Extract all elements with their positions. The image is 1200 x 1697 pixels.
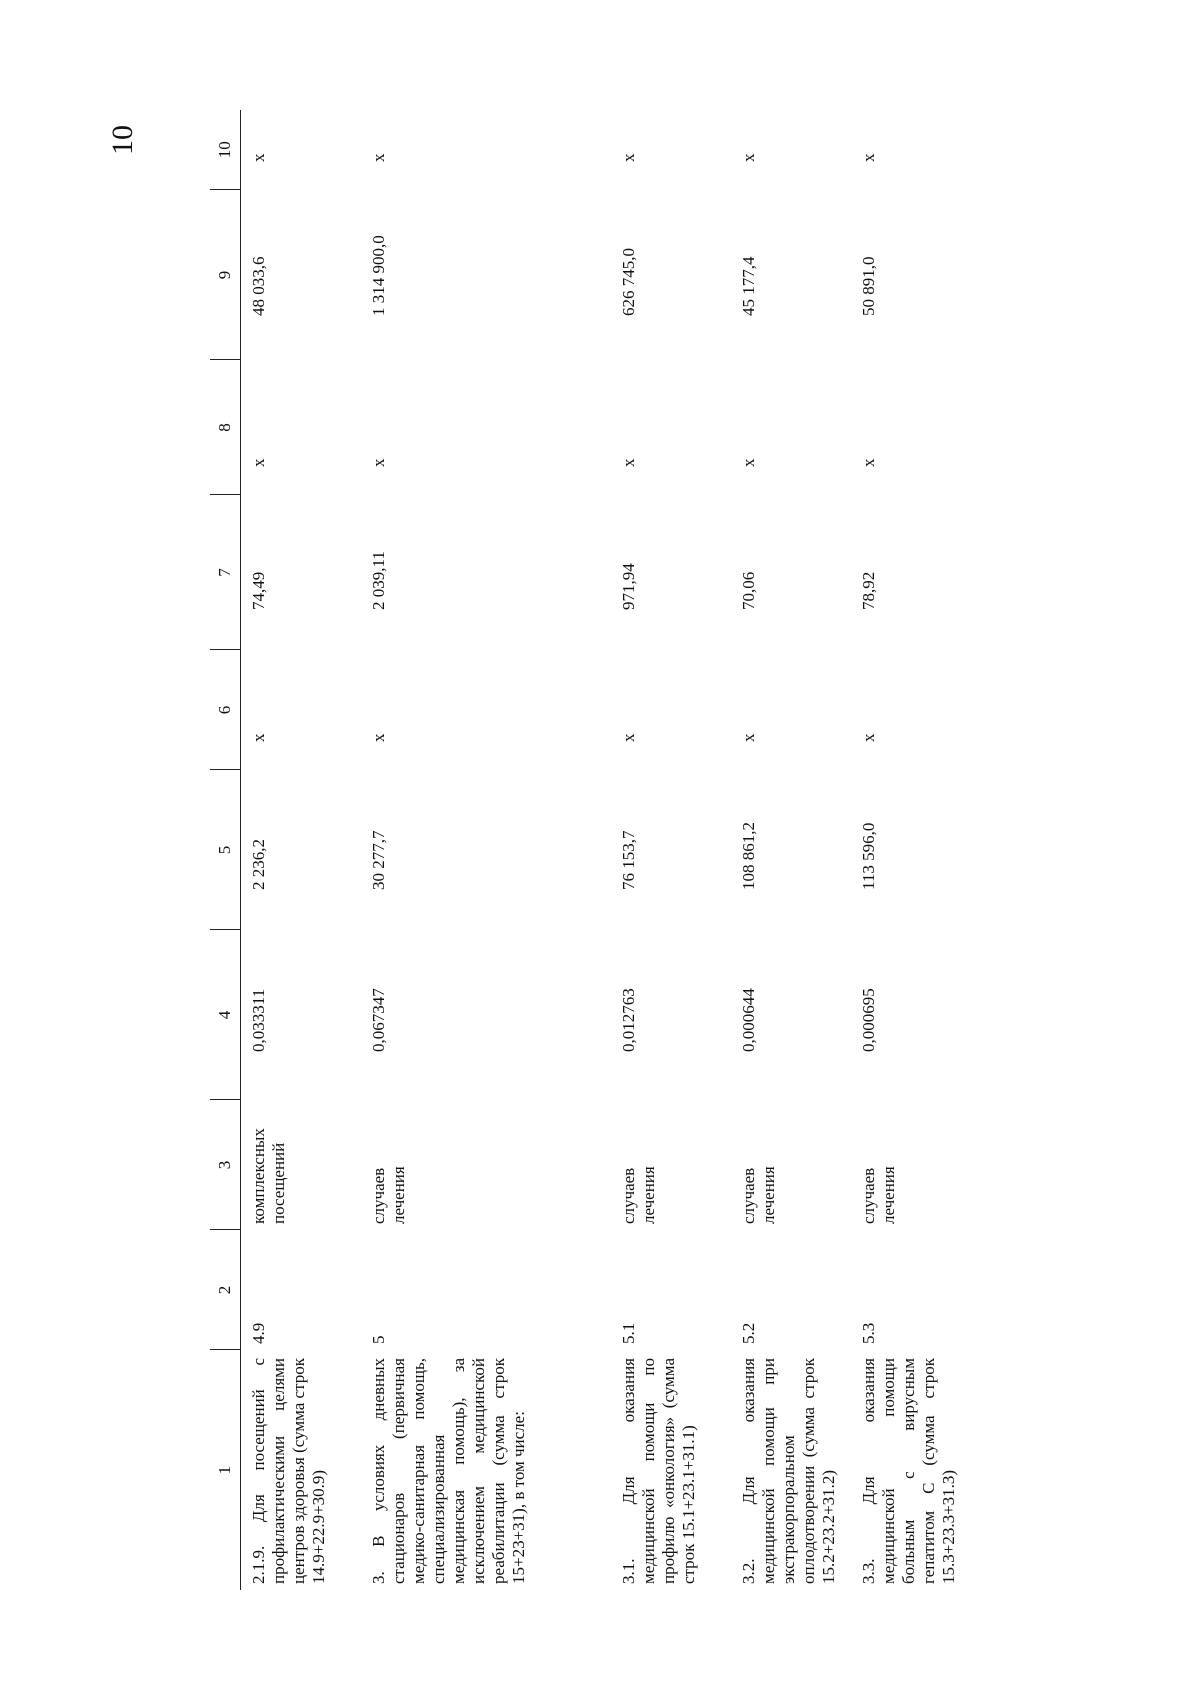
cost-cell: 113 596,0: [858, 822, 878, 890]
column-header: 6: [210, 650, 241, 770]
column-header: 3: [210, 1100, 241, 1230]
x-cell: х: [858, 153, 878, 162]
column-header: 9: [210, 190, 241, 360]
page-number: 10: [106, 125, 139, 155]
cost-cell: 108 861,2: [738, 822, 758, 890]
x-cell: х: [368, 458, 388, 467]
per-capita-cell: 78,92: [858, 571, 878, 610]
table-row: [731, 110, 851, 1590]
column-header: 10: [210, 110, 241, 190]
cost-cell: 2 236,2: [249, 839, 268, 890]
unit-cell: случаев лечения: [618, 1166, 658, 1224]
row-number: 4.9: [249, 1322, 268, 1344]
row-number: 5.1: [618, 1322, 638, 1344]
cost-cell: 30 277,7: [368, 830, 388, 890]
row-number: 5: [368, 1335, 388, 1344]
table-row: [241, 110, 361, 1590]
x-cell: х: [249, 733, 268, 742]
table-row: [611, 110, 731, 1590]
x-cell: х: [249, 153, 268, 162]
cost-cell: 76 153,7: [618, 830, 638, 890]
per-capita-cell: 971,94: [618, 563, 638, 610]
x-cell: х: [738, 733, 758, 742]
total-cell: 48 033,6: [249, 256, 268, 316]
row-description: 3.1. Для оказания медицинской помощи по профилю «онкология» (сумма строк 15.1+23.1+31.1): [618, 1358, 698, 1584]
total-cell: 50 891,0: [858, 256, 878, 316]
table-row: [361, 110, 611, 1590]
column-header: 8: [210, 360, 241, 495]
row-description: 3.3. Для оказания медицинской помощи больным с вирусным гепатитом С (сумма строк 15.3+23.3+31.3): [858, 1358, 958, 1584]
unit-cell: случаев лечения: [368, 1166, 408, 1224]
volume-norm-cell: 0,000695: [858, 988, 878, 1052]
unit-cell: случаев лечения: [858, 1166, 898, 1224]
column-header: 2: [210, 1230, 241, 1350]
per-capita-cell: 2 039,11: [368, 551, 388, 610]
row-description: 3. В условиях дневных стационаров (первичная медико-санитарная помощь, специализированная медицинская помощь), за исключением медицинской реабилитации (сумма строк 15+23+31), в том числе:: [368, 1358, 528, 1584]
unit-cell: комплексных посещений: [249, 1128, 288, 1224]
volume-norm-cell: 0,067347: [368, 988, 388, 1052]
x-cell: х: [738, 153, 758, 162]
column-header: 1: [210, 1350, 241, 1590]
x-cell: х: [858, 733, 878, 742]
volume-norm-cell: 0,012763: [618, 988, 638, 1052]
row-number: 5.2: [738, 1322, 758, 1344]
total-cell: 1 314 900,0: [368, 235, 388, 316]
x-cell: х: [618, 458, 638, 467]
unit-cell: случаев лечения: [738, 1166, 778, 1224]
volume-norm-cell: 0,033311: [249, 988, 268, 1052]
rotated-table-container: [210, 110, 1000, 1590]
x-cell: х: [249, 458, 268, 467]
x-cell: х: [368, 153, 388, 162]
data-table: [210, 110, 971, 1590]
per-capita-cell: 74,49: [249, 571, 268, 610]
x-cell: х: [618, 153, 638, 162]
x-cell: х: [368, 733, 388, 742]
x-cell: х: [738, 458, 758, 467]
x-cell: х: [618, 733, 638, 742]
column-header: 5: [210, 770, 241, 930]
column-header: 4: [210, 930, 241, 1100]
row-description: 2.1.9. Для посещений с профилактическими целями центров здоровья (сумма строк 14.9+22.9+30.9): [249, 1358, 328, 1584]
row-number: 5.3: [858, 1322, 878, 1344]
volume-norm-cell: 0,000644: [738, 988, 758, 1052]
total-cell: 626 745,0: [618, 248, 638, 316]
row-description: 3.2. Для оказания медицинской помощи при экстракорпоральном оплодотворении (сумма строк 15.2+23.2+31.2): [738, 1358, 838, 1584]
column-header: 7: [210, 495, 241, 650]
table-header-row: [210, 110, 241, 1590]
table-row: [851, 110, 971, 1590]
per-capita-cell: 70,06: [738, 571, 758, 610]
total-cell: 45 177,4: [738, 256, 758, 316]
x-cell: х: [858, 458, 878, 467]
